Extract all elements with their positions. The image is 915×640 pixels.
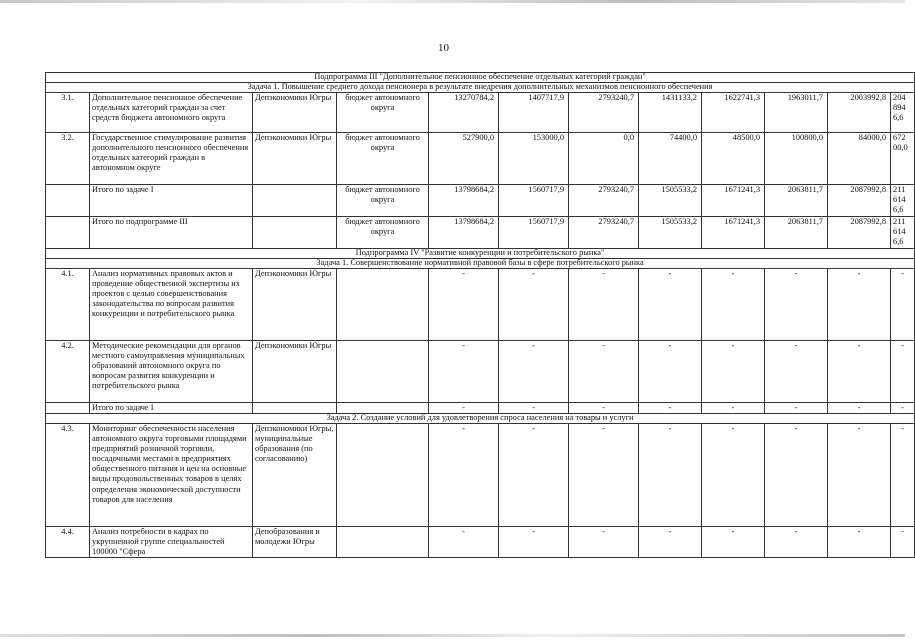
value-cell: - <box>639 403 702 414</box>
subprogram-4-task-2: Задача 2. Создание условий для удовлетворения спроса населения на товары и услуги <box>46 414 915 424</box>
value-cell-last: - <box>891 341 915 403</box>
row-number: 4.3. <box>46 424 90 527</box>
scan-edge-bottom <box>0 634 905 637</box>
value-cell: - <box>639 341 702 403</box>
value-cell: 1622741,3 <box>702 93 765 133</box>
table-row <box>46 341 915 403</box>
row-name: Мониторинг обеспеченности населения автономного округа торговыми площадями предприятий розничной торговли, посадочными местами в предприятиях общественного питания и цен на основные виды продовольственных товаров в целях определения экономической доступности товаров для населения <box>90 424 253 527</box>
value-cell: - <box>569 403 639 414</box>
value-cell: - <box>828 403 891 414</box>
value-cell: 48500,0 <box>702 133 765 185</box>
row-name: Итого по задаче I <box>90 185 253 217</box>
row-number <box>46 185 90 217</box>
value-cell: - <box>499 341 569 403</box>
row-source <box>337 341 429 403</box>
value-cell: 2003992,8 <box>828 93 891 133</box>
value-cell-last: - <box>891 269 915 341</box>
table-row <box>46 93 915 133</box>
value-cell: - <box>702 403 765 414</box>
row-executor: Депэкономики Югры <box>253 269 337 341</box>
value-cell: 1560717,9 <box>499 217 569 249</box>
value-cell: - <box>828 269 891 341</box>
row-number: 4.2. <box>46 341 90 403</box>
value-cell: - <box>429 403 499 414</box>
row-number: 3.1. <box>46 93 90 133</box>
value-cell: 2063811,7 <box>765 217 828 249</box>
value-cell: - <box>639 269 702 341</box>
row-executor: Депэкономики Югры, муниципальные образования (по согласованию) <box>253 424 337 527</box>
value-cell: 1560717,9 <box>499 185 569 217</box>
row-source: бюджет автономного округа <box>337 217 429 249</box>
row-name: Государственное стимулирование развития дополнительного пенсионного обеспечения отдельных категорий граждан в автономном округе <box>90 133 253 185</box>
row-source <box>337 424 429 527</box>
row-executor: Депэкономики Югры <box>253 93 337 133</box>
value-cell: 2087992,8 <box>828 185 891 217</box>
value-cell: - <box>499 269 569 341</box>
value-cell-last: 211 614 6,6 <box>891 185 915 217</box>
scan-edge-top <box>0 0 905 3</box>
row-executor: Депэкономики Югры <box>253 133 337 185</box>
value-cell: - <box>702 269 765 341</box>
value-cell: - <box>499 403 569 414</box>
row-source <box>337 527 429 558</box>
row-number <box>46 403 90 414</box>
subprogram-4-task-1: Задача 1. Совершенствование нормативной правовой базы в сфере потребительского рынка <box>46 259 915 269</box>
table-row <box>46 269 915 341</box>
value-cell: - <box>702 341 765 403</box>
value-cell: - <box>765 269 828 341</box>
table-row-total <box>46 403 915 414</box>
value-cell: 1671241,3 <box>702 185 765 217</box>
subprogram-4-title: Подпрограмма IV "Развитие конкуренции и потребительского рынка" <box>46 249 915 259</box>
value-cell: - <box>499 527 569 558</box>
value-cell: - <box>569 269 639 341</box>
row-number: 4.4. <box>46 527 90 558</box>
value-cell: 1431133,2 <box>639 93 702 133</box>
value-cell: - <box>429 269 499 341</box>
row-source: бюджет автономного округа <box>337 93 429 133</box>
row-source <box>337 269 429 341</box>
value-cell: 527900,0 <box>429 133 499 185</box>
program-table <box>45 72 915 558</box>
value-cell: - <box>702 424 765 527</box>
row-number: 3.2. <box>46 133 90 185</box>
page-number: 10 <box>438 42 449 54</box>
value-cell: 1963011,7 <box>765 93 828 133</box>
row-name: Анализ нормативных правовых актов и проведение общественной экспертизы их проектов с целью совершенствования законодательства по вопросам развития конкуренции и потребительского рынка <box>90 269 253 341</box>
table-row-total <box>46 217 915 249</box>
value-cell: 100800,0 <box>765 133 828 185</box>
value-cell: 2793240,7 <box>569 93 639 133</box>
value-cell: - <box>429 341 499 403</box>
value-cell: - <box>569 527 639 558</box>
row-name: Итого по подпрограмме III <box>90 217 253 249</box>
value-cell: - <box>765 403 828 414</box>
value-cell: - <box>639 527 702 558</box>
subprogram-3-title: Подпрограмма III "Дополнительное пенсионное обеспечение отдельных категорий граждан" <box>46 73 915 83</box>
value-cell: - <box>765 527 828 558</box>
value-cell: 2087992,8 <box>828 217 891 249</box>
row-name: Итого по задаче I <box>90 403 253 414</box>
row-name: Дополнительное пенсионное обеспечение отдельных категорий граждан за счет средств бюджета автономного округа <box>90 93 253 133</box>
subprogram-3-task-1: Задача 1. Повышение среднего дохода пенсионера в результате внедрения дополнительных механизмов пенсионного обеспечения <box>46 83 915 93</box>
value-cell-last: - <box>891 403 915 414</box>
row-source: бюджет автономного округа <box>337 185 429 217</box>
table-row <box>46 133 915 185</box>
row-number: 4.1. <box>46 269 90 341</box>
row-source: бюджет автономного округа <box>337 133 429 185</box>
value-cell: 13798684,2 <box>429 185 499 217</box>
value-cell: 153000,0 <box>499 133 569 185</box>
value-cell: - <box>569 341 639 403</box>
value-cell: 84000,0 <box>828 133 891 185</box>
value-cell: 13270784,2 <box>429 93 499 133</box>
row-executor <box>253 217 337 249</box>
value-cell: 74400,0 <box>639 133 702 185</box>
value-cell: 1505533,2 <box>639 217 702 249</box>
value-cell: 1505533,2 <box>639 185 702 217</box>
value-cell: 0,0 <box>569 133 639 185</box>
value-cell: - <box>429 424 499 527</box>
value-cell: - <box>702 527 765 558</box>
row-name: Анализ потребности в кадрах по укрупненной группе специальностей 100000 "Сфера <box>90 527 253 558</box>
value-cell-last: 211 614 6,6 <box>891 217 915 249</box>
value-cell: - <box>828 341 891 403</box>
value-cell: - <box>828 424 891 527</box>
row-number <box>46 217 90 249</box>
value-cell: 1407717,9 <box>499 93 569 133</box>
value-cell: - <box>429 527 499 558</box>
value-cell: - <box>765 341 828 403</box>
row-executor: Депобразования и молодежи Югры <box>253 527 337 558</box>
value-cell: 2063811,7 <box>765 185 828 217</box>
row-executor: Депэкономики Югры <box>253 341 337 403</box>
value-cell: 2793240,7 <box>569 217 639 249</box>
value-cell: 1671241,3 <box>702 217 765 249</box>
row-executor <box>253 403 337 414</box>
value-cell: - <box>499 424 569 527</box>
value-cell: - <box>828 527 891 558</box>
value-cell: 2793240,7 <box>569 185 639 217</box>
row-executor <box>253 185 337 217</box>
value-cell-last: - <box>891 527 915 558</box>
row-source <box>337 403 429 414</box>
value-cell: - <box>765 424 828 527</box>
value-cell-last: - <box>891 424 915 527</box>
table-row-total <box>46 185 915 217</box>
value-cell: - <box>639 424 702 527</box>
value-cell-last: 204 894 6,6 <box>891 93 915 133</box>
value-cell: 13798684,2 <box>429 217 499 249</box>
row-name: Методические рекомендации для органов местного самоуправления муниципальных образований автономного округа по вопросам развития конкуренции и потребительского рынка <box>90 341 253 403</box>
table-row <box>46 424 915 527</box>
table-row <box>46 527 915 558</box>
value-cell: - <box>569 424 639 527</box>
value-cell-last: 672 00,0 <box>891 133 915 185</box>
